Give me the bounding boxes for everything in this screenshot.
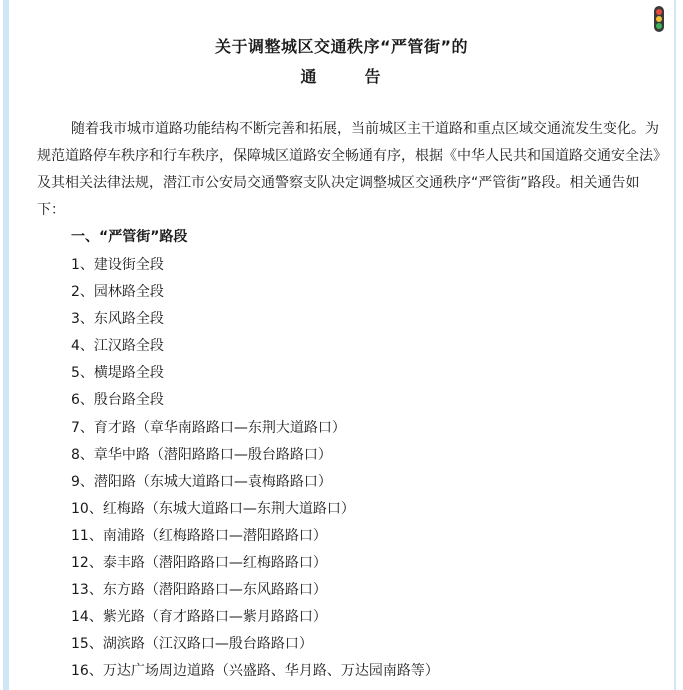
item-number: 8、 — [71, 446, 94, 463]
subtitle-right: 告 — [364, 67, 383, 86]
notice-title: 关于调整城区交通秩序“严管街”的 — [214, 37, 469, 56]
item-number: 15、 — [71, 636, 103, 653]
list-item — [71, 360, 439, 387]
list-item — [71, 306, 439, 333]
list-item — [71, 442, 439, 469]
item-text: 育才路（章华南路路口—东荆大道路口） — [93, 419, 346, 436]
item-text: 南浦路（红梅路路口—潜阳路路口） — [102, 527, 327, 544]
list-item — [71, 415, 439, 442]
item-text: 建设街全段 — [93, 257, 164, 273]
item-number: 1、 — [71, 257, 94, 273]
list-item — [71, 523, 439, 550]
item-number: 13、 — [71, 582, 103, 599]
list-item — [71, 577, 439, 604]
item-number: 10、 — [71, 500, 103, 517]
item-text: 红梅路（东城大道路口—东荆大道路口） — [102, 500, 355, 517]
list-item — [71, 550, 439, 577]
notice-subtitle — [9, 64, 674, 87]
list-item — [71, 252, 439, 279]
item-number: 3、 — [71, 311, 94, 328]
item-number: 5、 — [71, 365, 94, 382]
item-text: 东方路（潜阳路路口—东风路路口） — [102, 582, 327, 599]
list-item — [71, 279, 439, 306]
intro-paragraph: 随着我市城市道路功能结构不断完善和拓展，当前城区主干道路和重点区域交通流发生变化。为规范道路停车秩序和行车秩序，保障城区道路安全畅通有序，根据《中华人民共和国道路交通安全法》及其相关法律法规，潜江市公安局交通警察支队决定调整城区交通秩序“严管街”路段。相关通告如下： — [37, 121, 660, 218]
list-item — [71, 387, 439, 414]
item-text: 横堤路全段 — [93, 365, 164, 382]
item-number: 16、 — [71, 663, 103, 680]
section-title: 一、“严管街”路段 — [71, 229, 188, 245]
item-text: 章华中路（潜阳路路口—殷台路路口） — [93, 446, 332, 463]
traffic-light-icon — [654, 6, 664, 32]
road-list — [71, 252, 439, 686]
item-number: 11、 — [71, 527, 103, 544]
list-item — [71, 604, 439, 631]
item-text: 湖滨路（江汉路口—殷台路路口） — [102, 636, 313, 653]
list-item — [71, 658, 439, 685]
item-text: 殷台路全段 — [93, 392, 164, 409]
item-text: 园林路全段 — [93, 284, 164, 301]
item-text: 泰丰路（潜阳路路口—红梅路路口） — [102, 555, 327, 572]
document-frame — [3, 0, 676, 690]
item-number: 9、 — [71, 473, 94, 490]
item-text: 潜阳路（东城大道路口—袁梅路路口） — [93, 473, 332, 490]
item-number: 14、 — [71, 609, 103, 626]
list-item — [71, 631, 439, 658]
item-text: 东风路全段 — [93, 311, 164, 328]
item-text: 紫光路（育才路路口—紫月路路口） — [102, 609, 327, 626]
list-item — [71, 333, 439, 360]
item-number: 2、 — [71, 284, 94, 301]
item-text: 万达广场周边道路（兴盛路、华月路、万达园南路等） — [102, 663, 439, 680]
item-text: 江汉路全段 — [93, 338, 164, 355]
item-number: 12、 — [71, 555, 103, 572]
subtitle-left: 通 — [300, 67, 319, 86]
item-number: 7、 — [71, 419, 94, 436]
list-item — [71, 496, 439, 523]
item-number: 4、 — [71, 338, 94, 355]
item-number: 6、 — [71, 392, 94, 409]
list-item — [71, 469, 439, 496]
